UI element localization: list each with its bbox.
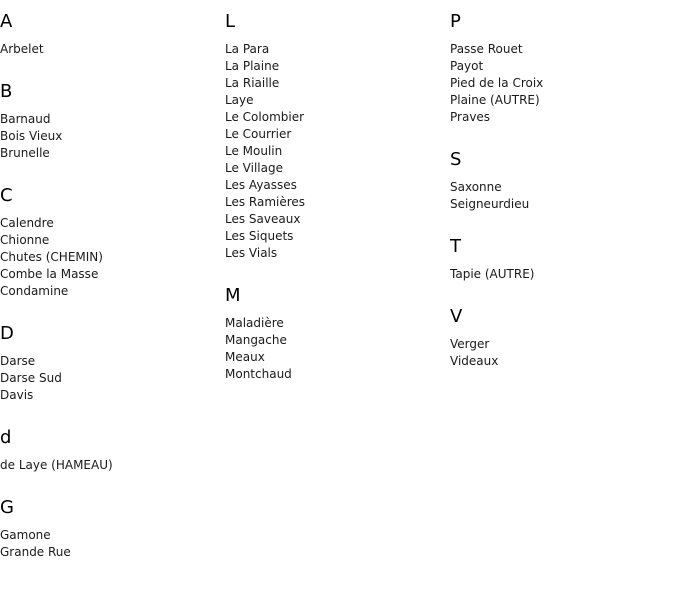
street-list (225, 315, 450, 383)
street-link[interactable]: Laye (225, 93, 254, 107)
street-list (0, 215, 225, 300)
street-link[interactable]: Grande Rue (0, 545, 71, 559)
street-link[interactable]: Plaine (AUTRE) (450, 93, 540, 107)
street-list-item (0, 544, 225, 561)
letter-group (450, 306, 675, 370)
letter-heading: M (225, 285, 241, 306)
index-column-2 (225, 11, 450, 406)
street-list-item (225, 126, 450, 143)
street-link[interactable]: Mangache (225, 333, 287, 347)
street-list-item (0, 527, 225, 544)
street-link[interactable]: Le Courrier (225, 127, 292, 141)
street-link[interactable]: Brunelle (0, 146, 50, 160)
street-list-item (225, 58, 450, 75)
street-link[interactable]: Davis (0, 388, 34, 402)
street-link[interactable]: Les Ayasses (225, 178, 297, 192)
street-list-item (450, 266, 675, 283)
street-list-item (450, 92, 675, 109)
street-link[interactable]: Calendre (0, 216, 54, 230)
street-list (450, 266, 675, 283)
street-list-item (0, 283, 225, 300)
letter-group (225, 285, 450, 383)
letter-heading: A (0, 11, 13, 32)
street-link[interactable]: Seigneurdieu (450, 197, 530, 211)
street-list-item (225, 92, 450, 109)
letter-heading: C (0, 185, 13, 206)
letter-heading: T (450, 236, 461, 257)
letter-group (450, 11, 675, 126)
street-list-item (0, 387, 225, 404)
index-column-3 (450, 11, 675, 393)
street-link[interactable]: Meaux (225, 350, 265, 364)
street-list-item (0, 353, 225, 370)
letter-group (0, 497, 225, 561)
street-link[interactable]: Barnaud (0, 112, 51, 126)
street-link[interactable]: Darse Sud (0, 371, 62, 385)
letter-group (0, 427, 225, 474)
street-list (0, 527, 225, 561)
letter-group (225, 11, 450, 262)
letter-heading: V (450, 306, 463, 327)
street-list-item (225, 194, 450, 211)
letter-heading: G (0, 497, 14, 518)
street-list-item (0, 457, 225, 474)
street-list (0, 41, 225, 58)
street-list-item (225, 41, 450, 58)
street-link[interactable]: Bois Vieux (0, 129, 63, 143)
street-list-item (225, 160, 450, 177)
index-column-1 (0, 11, 225, 584)
street-link[interactable]: Payot (450, 59, 484, 73)
street-list (0, 353, 225, 404)
street-link[interactable]: Le Village (225, 161, 283, 175)
street-link[interactable]: Les Vials (225, 246, 278, 260)
street-link[interactable]: Les Saveaux (225, 212, 301, 226)
street-list-item (450, 41, 675, 58)
street-list-item (225, 245, 450, 262)
letter-group (450, 236, 675, 283)
street-list-item (0, 111, 225, 128)
street-list (225, 41, 450, 262)
street-link[interactable]: Maladière (225, 316, 284, 330)
letter-group (0, 11, 225, 58)
letter-heading: S (450, 149, 462, 170)
street-list-item (225, 109, 450, 126)
street-list-item (450, 179, 675, 196)
street-list-item (0, 41, 225, 58)
street-list (0, 111, 225, 162)
street-list-item (450, 75, 675, 92)
street-link[interactable]: Passe Rouet (450, 42, 523, 56)
street-list-item (450, 58, 675, 75)
street-list-item (225, 177, 450, 194)
letter-heading: d (0, 427, 12, 448)
street-link[interactable]: Le Colombier (225, 110, 305, 124)
street-list-item (225, 349, 450, 366)
street-list-item (450, 336, 675, 353)
street-link[interactable]: Tapie (AUTRE) (450, 267, 535, 281)
street-list-item (225, 228, 450, 245)
street-link[interactable]: La Riaille (225, 76, 280, 90)
street-link[interactable]: Chutes (CHEMIN) (0, 250, 103, 264)
street-link[interactable]: de Laye (HAMEAU) (0, 458, 113, 472)
street-list-item (0, 232, 225, 249)
letter-heading: B (0, 81, 13, 102)
street-link[interactable]: Pied de la Croix (450, 76, 544, 90)
street-link[interactable]: Videaux (450, 354, 499, 368)
letter-heading: L (225, 11, 236, 32)
street-list (0, 457, 225, 474)
street-link[interactable]: Chionne (0, 233, 50, 247)
street-list-item (0, 370, 225, 387)
street-list-item (450, 109, 675, 126)
street-link[interactable]: Le Moulin (225, 144, 283, 158)
street-list (450, 179, 675, 213)
street-list-item (0, 249, 225, 266)
street-list-item (225, 332, 450, 349)
street-list-item (225, 366, 450, 383)
street-link[interactable]: Darse (0, 354, 36, 368)
street-link[interactable]: Gamone (0, 528, 51, 542)
letter-heading: P (450, 11, 461, 32)
street-list-item (225, 143, 450, 160)
street-list (450, 41, 675, 126)
street-link[interactable]: La Para (225, 42, 270, 56)
street-list-item (0, 266, 225, 283)
street-link[interactable]: Saxonne (450, 180, 502, 194)
street-list-item (0, 128, 225, 145)
street-list-item (0, 215, 225, 232)
street-link[interactable]: Combe la Masse (0, 267, 99, 281)
street-link[interactable]: Les Ramières (225, 195, 306, 209)
letter-group (450, 149, 675, 213)
street-link[interactable]: Verger (450, 337, 490, 351)
street-list-item (225, 75, 450, 92)
street-link[interactable]: Condamine (0, 284, 69, 298)
street-list-item (225, 315, 450, 332)
street-link[interactable]: Les Siquets (225, 229, 294, 243)
street-link[interactable]: Arbelet (0, 42, 44, 56)
street-list-item (0, 145, 225, 162)
street-list-item (450, 353, 675, 370)
street-link[interactable]: La Plaine (225, 59, 280, 73)
letter-group (0, 81, 225, 162)
street-link[interactable]: Montchaud (225, 367, 292, 381)
street-list-item (225, 211, 450, 228)
street-list-item (450, 196, 675, 213)
letter-heading: D (0, 323, 14, 344)
street-list (450, 336, 675, 370)
street-link[interactable]: Praves (450, 110, 491, 124)
letter-group (0, 323, 225, 404)
letter-group (0, 185, 225, 300)
